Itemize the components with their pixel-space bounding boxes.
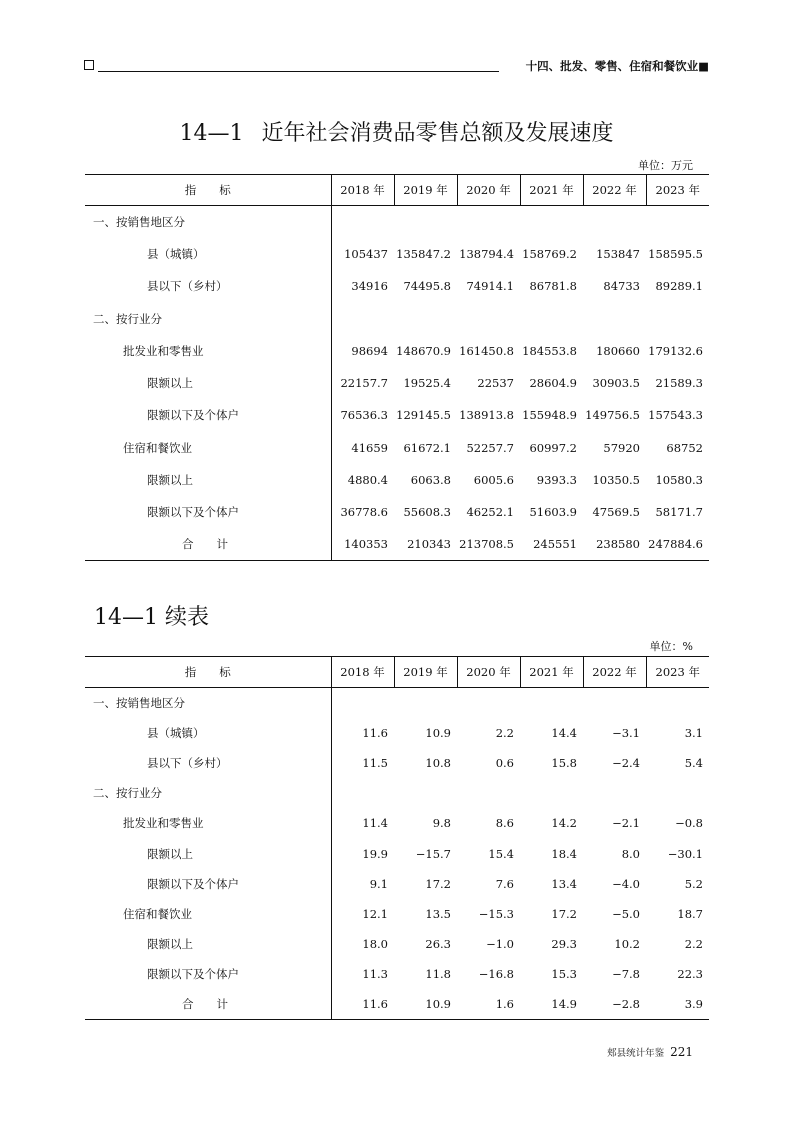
cell-value: 247884.6 [646,528,709,560]
table-row [85,989,709,1019]
table-row [85,528,709,560]
cell-value: 179132.6 [648,343,703,358]
cell-value [457,302,520,334]
table1-title [0,116,793,147]
cell-value: 14.9 [520,989,583,1019]
cell-value [646,688,709,718]
cell-value: 36778.6 [340,505,388,520]
row-label: 限额以上 [85,367,331,399]
cell-value: 19.9 [362,846,388,861]
table2 [85,656,709,1020]
column-header-year: 2023 年 [646,657,709,688]
cell-value: 2.2 [495,725,514,740]
cell-value: 18.0 [362,937,388,952]
cell-value: 46252.1 [466,505,514,520]
cell-value: 10.9 [425,725,451,740]
cell-value: 19525.4 [403,376,451,391]
table2-body [85,688,709,1020]
cell-value: 9.1 [369,876,388,891]
cell-value [331,688,394,718]
cell-value: 15.3 [551,967,577,982]
cell-value: 55608.3 [403,505,451,520]
cell-value: −3.1 [612,725,640,740]
cell-value: 61672.1 [403,440,451,455]
cell-value: 12.1 [362,906,388,921]
cell-value: 11.6 [362,725,388,740]
cell-value [520,778,583,808]
cell-value: 98694 [351,343,388,358]
cell-value: −2.1 [612,816,640,831]
column-header-indicator: 指 标 [85,175,331,206]
cell-value: 52257.7 [466,440,514,455]
table-row [85,270,709,302]
cell-value: 22.3 [677,967,703,982]
cell-value: 245551 [520,528,583,560]
table-row [85,432,709,464]
row-label: 一、按销售地区分 [85,206,331,238]
cell-value: 89289.1 [655,279,703,294]
cell-value: 11.4 [362,816,388,831]
cell-value: 10.9 [394,989,457,1019]
cell-value: 18.4 [551,846,577,861]
table1 [85,174,709,561]
row-label: 限额以上 [85,929,331,959]
cell-value: −7.8 [612,967,640,982]
cell-value: 140353 [331,528,394,560]
row-label: 住宿和餐饮业 [85,432,331,464]
table-row [85,238,709,270]
cell-value: 11.6 [331,989,394,1019]
cell-value: 22537 [477,376,514,391]
column-header-year: 2021 年 [520,657,583,688]
table2-title: 14—1 续表 [94,605,209,630]
cell-value: 11.3 [362,967,388,982]
cell-value: 138913.8 [459,408,514,423]
running-header [84,58,709,74]
cell-value: 30903.5 [592,376,640,391]
row-label: 限额以上 [85,464,331,496]
cell-value: 29.3 [551,937,577,952]
chapter-title: 十四、批发、零售、住宿和餐饮业■ [525,59,709,73]
cell-value: 158769.2 [522,246,577,261]
cell-value: 155948.9 [522,408,577,423]
row-label: 限额以下及个体户 [85,959,331,989]
cell-value: 129145.5 [396,408,451,423]
cell-value [583,688,646,718]
column-header-indicator: 指 标 [85,657,331,688]
cell-value: 238580 [583,528,646,560]
row-label: 批发业和零售业 [85,335,331,367]
row-label: 二、按行业分 [85,778,331,808]
table-row [85,688,709,718]
row-label: 批发业和零售业 [85,808,331,838]
row-label: 限额以下及个体户 [85,496,331,528]
cell-value: −0.8 [675,816,703,831]
table-row [85,929,709,959]
table-row [85,464,709,496]
row-label: 县以下（乡村） [85,270,331,302]
cell-value: 153847 [596,246,640,261]
cell-value: 15.8 [551,755,577,770]
cell-value: 14.4 [551,725,577,740]
column-header-year: 2018 年 [331,657,394,688]
cell-value: 180660 [596,343,640,358]
table1-body [85,206,709,561]
row-label: 合 计 [85,989,331,1019]
cell-value: 47569.5 [592,505,640,520]
cell-value: 5.4 [684,755,703,770]
table-row [85,838,709,868]
row-label: 住宿和餐饮业 [85,899,331,929]
cell-value: 21589.3 [655,376,703,391]
cell-value [646,778,709,808]
cell-value: 13.4 [551,876,577,891]
cell-value: 26.3 [425,937,451,952]
cell-value: 9393.3 [536,473,577,488]
cell-value: 8.6 [495,816,514,831]
cell-value: 14.2 [551,816,577,831]
page-footer [607,1045,693,1059]
column-header-year: 2019 年 [394,657,457,688]
cell-value: 84733 [603,279,640,294]
table-row [85,778,709,808]
header-rule [98,71,499,72]
cell-value: 10580.3 [655,473,703,488]
cell-value: 0.6 [495,755,514,770]
row-label: 县（城镇） [85,718,331,748]
column-header-year: 2021 年 [520,175,583,206]
table2-header-row [85,657,709,688]
column-header-year: 2020 年 [457,657,520,688]
row-label: 限额以下及个体户 [85,869,331,899]
cell-value: 74914.1 [466,279,514,294]
cell-value [457,778,520,808]
cell-value: −5.0 [612,906,640,921]
cell-value: −1.0 [486,937,514,952]
cell-value: 76536.3 [340,408,388,423]
row-label: 限额以下及个体户 [85,399,331,431]
cell-value: 213708.5 [457,528,520,560]
header-box-symbol [84,60,94,70]
cell-value: 17.2 [551,906,577,921]
row-label: 一、按销售地区分 [85,688,331,718]
table-row [85,367,709,399]
page-number: 221 [670,1045,693,1059]
cell-value: 58171.7 [655,505,703,520]
table-row [85,808,709,838]
cell-value: 60997.2 [529,440,577,455]
column-header-year: 2022 年 [583,175,646,206]
cell-value: 86781.8 [529,279,577,294]
cell-value: 68752 [666,440,703,455]
cell-value: −4.0 [612,876,640,891]
cell-value: 41659 [351,440,388,455]
cell-value: 4880.4 [347,473,388,488]
row-label: 合 计 [85,528,331,560]
cell-value [520,688,583,718]
cell-value: 149756.5 [585,408,640,423]
cell-value [520,206,583,238]
cell-value: 6063.8 [410,473,451,488]
cell-value [646,302,709,334]
cell-value: −2.4 [612,755,640,770]
column-header-year: 2018 年 [331,175,394,206]
column-header-year: 2023 年 [646,175,709,206]
cell-value: 184553.8 [522,343,577,358]
cell-value: 28604.9 [529,376,577,391]
table-row [85,399,709,431]
cell-value: 5.2 [684,876,703,891]
cell-value: 10350.5 [592,473,640,488]
cell-value [583,206,646,238]
cell-value: 57920 [603,440,640,455]
cell-value: 1.6 [457,989,520,1019]
row-label: 限额以上 [85,838,331,868]
cell-value: 9.8 [432,816,451,831]
cell-value: 11.8 [425,967,451,982]
table2-unit: 单位：% [649,640,693,653]
table-row [85,959,709,989]
cell-value [583,302,646,334]
cell-value: 6005.6 [473,473,514,488]
cell-value: 157543.3 [648,408,703,423]
cell-value: 18.7 [677,906,703,921]
cell-value: 3.1 [684,725,703,740]
table1-unit: 单位：万元 [638,159,693,172]
row-label: 县（城镇） [85,238,331,270]
cell-value: −15.3 [478,906,514,921]
cell-value [520,302,583,334]
table-row [85,496,709,528]
cell-value: −2.8 [583,989,646,1019]
cell-value [394,206,457,238]
cell-value: 210343 [394,528,457,560]
cell-value [331,206,394,238]
cell-value: 2.2 [684,937,703,952]
table-row [85,302,709,334]
cell-value [394,688,457,718]
cell-value [331,778,394,808]
cell-value: 10.2 [614,937,640,952]
column-header-year: 2022 年 [583,657,646,688]
cell-value [331,302,394,334]
cell-value: 135847.2 [396,246,451,261]
row-label: 县以下（乡村） [85,748,331,778]
column-header-year: 2020 年 [457,175,520,206]
cell-value: 34916 [351,279,388,294]
cell-value [457,688,520,718]
table-row [85,335,709,367]
cell-value: 7.6 [495,876,514,891]
table-row [85,869,709,899]
cell-value: 74495.8 [403,279,451,294]
cell-value: 15.4 [488,846,514,861]
cell-value: −16.8 [478,967,514,982]
cell-value [394,778,457,808]
cell-value [583,778,646,808]
cell-value: 17.2 [425,876,451,891]
table-row [85,899,709,929]
cell-value [394,302,457,334]
cell-value: 51603.9 [529,505,577,520]
cell-value: −15.7 [415,846,451,861]
cell-value: 22157.7 [340,376,388,391]
cell-value: 8.0 [621,846,640,861]
table-row [85,206,709,238]
table1-title-text: 近年社会消费品零售总额及发展速度 [261,121,614,146]
cell-value: 11.5 [362,755,388,770]
cell-value: 13.5 [425,906,451,921]
row-label: 二、按行业分 [85,302,331,334]
cell-value: 138794.4 [459,246,514,261]
cell-value: 3.9 [646,989,709,1019]
cell-value: −30.1 [667,846,703,861]
table-row [85,748,709,778]
table1-number: 14—1 [179,121,244,146]
table1-header-row [85,175,709,206]
cell-value: 161450.8 [459,343,514,358]
cell-value [457,206,520,238]
footer-book-title: 郏县统计年鉴 [607,1048,665,1059]
cell-value: 105437 [344,246,388,261]
cell-value [646,206,709,238]
table-row [85,718,709,748]
cell-value: 158595.5 [648,246,703,261]
cell-value: 10.8 [425,755,451,770]
column-header-year: 2019 年 [394,175,457,206]
cell-value: 148670.9 [396,343,451,358]
